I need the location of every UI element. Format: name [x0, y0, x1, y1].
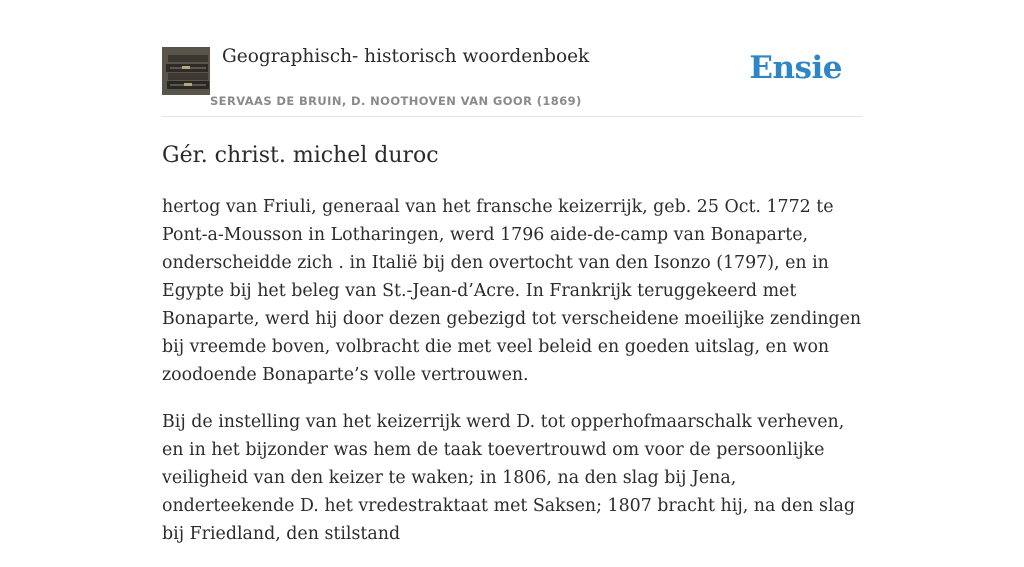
ensie-logo-link[interactable]: Ensie — [749, 50, 842, 86]
book-title[interactable]: Geographisch- historisch woordenboek — [222, 46, 590, 67]
book-header — [162, 0, 862, 117]
content-container — [162, 0, 862, 567]
book-author: SERVAAS DE BRUIN, D. NOOTHOVEN VAN GOOR (1869) — [210, 94, 582, 108]
entry-body — [162, 193, 862, 548]
book-cover-icon[interactable] — [162, 47, 210, 95]
entry-paragraph: hertog van Friuli, generaal van het fransche keizerrijk, geb. 25 Oct. 1772 te Pont-a-Mousson in Lotharingen, werd 1796 aide-de-camp van Bonaparte, onderscheidde zich . in Italië bij den overtocht van den Isonzo (1797), en in Egypte bij het beleg van St.-Jean-d’Acre. In Frankrijk teruggekeerd met Bonaparte, werd hij door dezen gebezigd tot verscheidene moeilijke zendingen bij vreemde boven, volbracht die met veel beleid en goeden uitslag, en won zoodoende Bonaparte’s volle vertrouwen. — [162, 197, 862, 385]
entry-title: Gér. christ. michel duroc — [162, 143, 439, 168]
entry-paragraph: Bij de instelling van het keizerrijk werd D. tot opperhofmaarschalk verheven, en in het bijzonder was hem de taak toevertrouwd om voor de persoonlijke veiligheid van den keizer te waken; in 1806, na den slag bij Jena, onderteekende D. het vredestraktaat met Saksen; 1807 bracht hij, na den slag bij Friedland, den stilstand — [162, 412, 856, 544]
